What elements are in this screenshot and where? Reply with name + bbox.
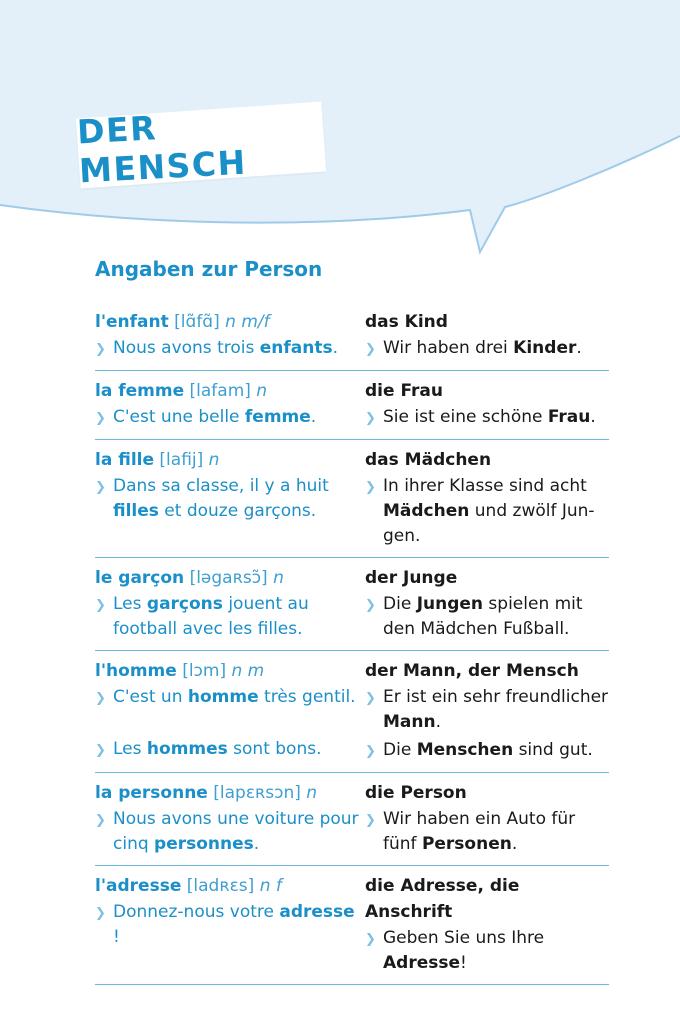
french-headword-line [95, 565, 365, 591]
french-column [95, 309, 365, 362]
german-headword-line [365, 378, 609, 404]
example-text-part: Donnez-nous votre [113, 902, 280, 922]
example-text [383, 405, 596, 431]
example-text-part: C'est une belle [113, 407, 245, 427]
example-keyword: Kinder [513, 338, 577, 358]
phonetic-transcription: [lapɛʀsɔn] [213, 783, 301, 803]
vocab-entry [95, 302, 609, 371]
example-keyword: Mädchen [383, 501, 470, 521]
example-text-part: Nous avons trois [113, 338, 260, 358]
title-banner [76, 102, 326, 189]
example-text-part: très gentil. [258, 687, 356, 707]
french-headword-line [95, 378, 365, 404]
german-column [365, 447, 609, 549]
french-column [95, 565, 365, 642]
chevron-right-icon: ❯ [95, 480, 106, 495]
example-text-part: . [511, 834, 518, 854]
vocab-entry [95, 773, 609, 866]
example-text-part: Dans sa classe, il y a huit [113, 476, 329, 496]
german-column [365, 565, 609, 642]
chevron-right-icon: ❯ [365, 342, 376, 357]
example-text-part: Wir haben ein Auto für fünf [383, 809, 576, 854]
example-sentence-de [365, 592, 609, 642]
french-headword: la personne [95, 783, 208, 803]
example-text-part: Er ist ein sehr freundlicher [383, 687, 609, 707]
part-of-speech: n [273, 568, 284, 588]
chevron-right-icon: ❯ [365, 932, 376, 947]
example-text [383, 738, 593, 764]
example-text-part: und zwölf Jun-gen. [383, 501, 595, 546]
german-headword-line [365, 309, 609, 335]
example-text-part: Les [113, 739, 147, 759]
example-sentence-fr [95, 685, 365, 711]
part-of-speech: n [208, 450, 220, 470]
phonetic-transcription: [ladʀɛs] [186, 876, 255, 896]
example-text-part: . [332, 338, 338, 358]
example-text-part: . [590, 407, 596, 427]
example-text [383, 592, 609, 642]
example-sentence-fr [95, 900, 365, 950]
example-keyword: filles [113, 501, 159, 521]
french-column [95, 873, 365, 976]
example-keyword: Mann [383, 712, 436, 732]
example-keyword: homme [187, 687, 259, 707]
german-headword: die Frau [365, 381, 443, 401]
french-headword: la fille [95, 450, 155, 470]
phonetic-transcription: [ləgaʀsɔ̃] [189, 568, 268, 588]
example-text-part: jouent au football avec les filles. [113, 594, 309, 639]
example-text-part: In ihrer Klasse sind acht [383, 476, 587, 496]
german-headword: das Kind [365, 312, 448, 332]
phonetic-transcription: [lafij] [159, 450, 204, 470]
french-headword-line [95, 309, 365, 335]
french-headword-line [95, 873, 365, 899]
example-sentence-de [365, 405, 609, 431]
french-headword: l'enfant [95, 312, 169, 332]
german-headword: die Adresse, die Anschrift [365, 876, 520, 922]
example-text-part: ! [460, 953, 467, 973]
chevron-right-icon: ❯ [365, 744, 376, 759]
german-column [365, 309, 609, 362]
chevron-right-icon: ❯ [365, 598, 376, 613]
french-column [95, 447, 365, 549]
german-headword-line [365, 565, 609, 591]
phonetic-transcription: [lafam] [189, 381, 251, 401]
example-sentence-de [365, 807, 609, 857]
example-keyword: garçons [146, 594, 223, 614]
example-sentence-fr [95, 336, 365, 362]
example-text-part: . [435, 712, 441, 732]
example-text-part: Die [383, 740, 417, 760]
french-column [95, 378, 365, 431]
french-column [95, 780, 365, 857]
french-headword-line [95, 658, 365, 684]
example-text [113, 405, 316, 431]
page-title: DER MENSCH [76, 108, 248, 191]
example-sentence-fr [95, 737, 365, 763]
french-column [95, 658, 365, 764]
french-headword: l'homme [95, 661, 177, 681]
example-text-part: Wir haben drei [383, 338, 514, 358]
example-keyword: adresse [279, 902, 355, 922]
german-headword-line [365, 873, 609, 925]
vocab-entry [95, 651, 609, 773]
french-headword: l'adresse [95, 876, 182, 896]
example-text [383, 807, 609, 857]
example-text-part: Geben Sie uns Ihre [383, 928, 545, 948]
example-text [383, 336, 582, 362]
german-headword: der Mann, der Mensch [365, 661, 579, 681]
example-text-part: Les [113, 594, 147, 614]
chevron-right-icon: ❯ [95, 743, 106, 758]
chevron-right-icon: ❯ [95, 598, 106, 613]
german-headword: der Junge [365, 568, 458, 588]
section-heading: Angaben zur Person [95, 257, 323, 281]
chevron-right-icon: ❯ [95, 411, 106, 426]
german-column [365, 378, 609, 431]
example-sentence-fr [95, 405, 365, 431]
part-of-speech: n [306, 783, 318, 803]
vocabulary-list [95, 302, 609, 985]
example-keyword: Adresse [383, 953, 461, 973]
german-headword-line [365, 447, 609, 473]
chevron-right-icon: ❯ [95, 691, 106, 706]
example-sentence-de [365, 685, 609, 735]
example-text [383, 926, 609, 976]
example-text [113, 474, 365, 524]
german-column [365, 780, 609, 857]
example-keyword: Menschen [416, 740, 514, 760]
chevron-right-icon: ❯ [95, 342, 106, 357]
example-sentence-de [365, 738, 609, 764]
example-text [113, 685, 356, 711]
german-column [365, 658, 609, 764]
example-text-part: sind gut. [513, 740, 593, 760]
german-column [365, 873, 609, 976]
german-headword-line [365, 658, 609, 684]
chevron-right-icon: ❯ [95, 813, 106, 828]
example-sentence-de [365, 336, 609, 362]
example-text [113, 807, 365, 857]
chevron-right-icon: ❯ [95, 906, 106, 921]
phonetic-transcription: [lɑ̃fɑ̃] [174, 312, 220, 332]
example-keyword: femme [244, 407, 311, 427]
french-headword: le garçon [95, 568, 185, 588]
chevron-right-icon: ❯ [365, 480, 376, 495]
example-text-part: Die [383, 594, 417, 614]
french-headword-line [95, 780, 365, 806]
chevron-right-icon: ❯ [365, 411, 376, 426]
example-text [383, 474, 609, 549]
vocab-entry [95, 558, 609, 651]
example-text [113, 336, 338, 362]
example-text-part: . [310, 407, 317, 427]
example-text [113, 737, 322, 763]
vocab-entry [95, 371, 609, 440]
part-of-speech: n [256, 381, 268, 401]
german-headword: die Person [365, 783, 467, 803]
example-sentence-fr [95, 474, 365, 524]
french-headword: la femme [95, 381, 185, 401]
example-sentence-de [365, 474, 609, 549]
chevron-right-icon: ❯ [365, 691, 376, 706]
example-text-part: Sie ist eine schöne [383, 407, 548, 427]
part-of-speech: n m/f [225, 312, 270, 332]
example-sentence-fr [95, 592, 365, 642]
example-text-part: et douze garçons. [158, 501, 317, 521]
example-keyword: enfants [259, 338, 333, 358]
german-headword-line [365, 780, 609, 806]
part-of-speech: n f [259, 876, 282, 896]
example-text-part: C'est un [113, 687, 188, 707]
german-headword: das Mädchen [365, 450, 492, 470]
example-keyword: personnes [154, 834, 254, 854]
example-keyword: Jungen [416, 594, 484, 614]
example-text-part: spielen mit den Mädchen Fußball. [383, 594, 583, 639]
example-keyword: Personen [421, 834, 512, 854]
example-text [383, 685, 609, 735]
example-text [113, 592, 365, 642]
example-text-part: Nous avons une voiture pour cinq [113, 809, 359, 854]
example-sentence-de [365, 926, 609, 976]
example-text-part: sont bons. [227, 739, 322, 759]
example-keyword: hommes [146, 739, 228, 759]
chevron-right-icon: ❯ [365, 813, 376, 828]
example-text [113, 900, 365, 950]
example-text-part: . [253, 834, 260, 854]
line-spacer [95, 711, 365, 736]
example-sentence-fr [95, 807, 365, 857]
french-headword-line [95, 447, 365, 473]
vocab-entry [95, 866, 609, 985]
example-keyword: Frau [547, 407, 591, 427]
example-text-part: . [576, 338, 582, 358]
phonetic-transcription: [lɔm] [182, 661, 227, 681]
part-of-speech: n m [231, 661, 265, 681]
example-text-part: ! [113, 927, 120, 947]
vocab-entry [95, 440, 609, 558]
